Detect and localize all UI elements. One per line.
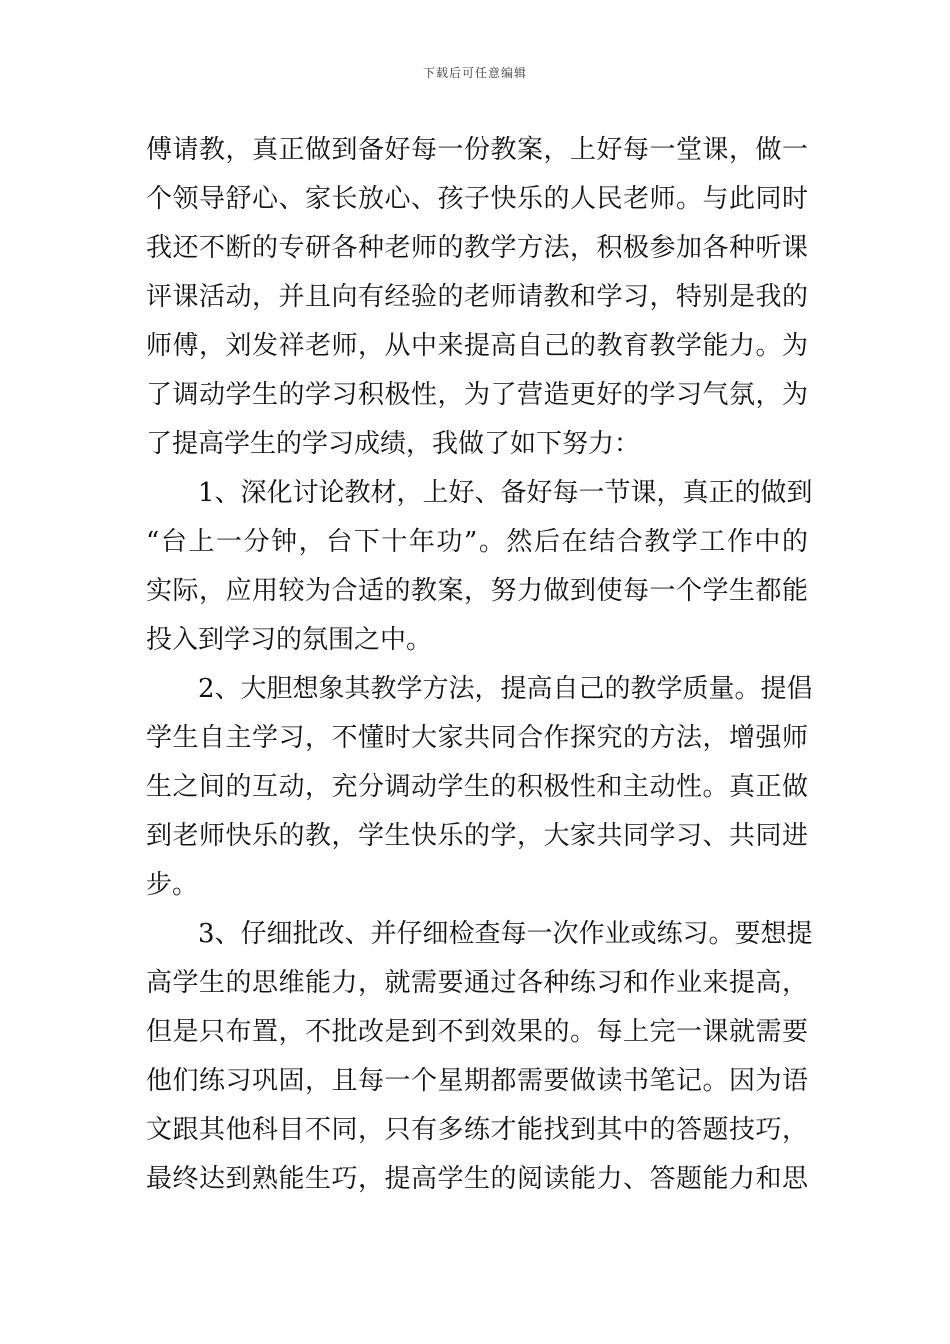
text-line: 2、大胆想象其教学方法，提高自己的教学质量。提倡: [198, 674, 813, 704]
text-line: 但是只布置，不批改是到不到效果的。每上完一课就需要: [146, 1017, 808, 1047]
text-line: 师傅，刘发祥老师，从中来提高自己的教育教学能力。为: [146, 331, 808, 361]
text-line: 1、深化讨论教材，上好、备好每一节课，真正的做到: [198, 478, 813, 508]
text-line: 评课活动，并且向有经验的老师请教和学习，特别是我的: [146, 282, 808, 312]
text-line: 文跟其他科目不同，只有多练才能找到其中的答题技巧，: [146, 1115, 808, 1145]
paragraph-4: [146, 910, 813, 1204]
text-line: 高学生的思维能力，就需要通过各种练习和作业来提高，: [146, 968, 808, 998]
text-line: 到老师快乐的教，学生快乐的学，大家共同学习、共同进: [146, 821, 808, 851]
text-line: 了调动学生的学习积极性，为了营造更好的学习气氛，为: [146, 380, 808, 410]
paragraph-3: [146, 665, 813, 910]
page-header: 下载后可任意编辑: [422, 66, 527, 80]
text-line: 3、仔细批改、并仔细检查每一次作业或练习。要想提: [198, 919, 813, 949]
text-line: 我还不断的专研各种老师的教学方法，积极参加各种听课: [146, 233, 808, 263]
paragraph-1: [146, 126, 808, 469]
text-line: 实际，应用较为合适的教案，努力做到使每一个学生都能: [146, 576, 808, 606]
text-line: “台上一分钟，台下十年功”。然后在结合教学工作中的: [146, 527, 808, 557]
paragraph-2: [146, 469, 813, 665]
text-line: 个领导舒心、家长放心、孩子快乐的人民老师。与此同时: [146, 184, 808, 214]
text-line: 他们练习巩固，且每一个星期都需要做读书笔记。因为语: [146, 1066, 808, 1096]
text-line: 最终达到熟能生巧，提高学生的阅读能力、答题能力和思: [146, 1164, 808, 1194]
text-line: 步。: [146, 870, 199, 900]
text-line: 傅请教，真正做到备好每一份教案，上好每一堂课，做一: [146, 135, 808, 165]
text-line: 生之间的互动，充分调动学生的积极性和主动性。真正做: [146, 772, 808, 802]
body-text: [146, 126, 813, 1204]
text-line: 了提高学生的学习成绩，我做了如下努力：: [146, 429, 641, 459]
text-line: 学生自主学习，不懂时大家共同合作探究的方法，增强师: [146, 723, 808, 753]
text-line: 投入到学习的氛围之中。: [146, 625, 433, 655]
